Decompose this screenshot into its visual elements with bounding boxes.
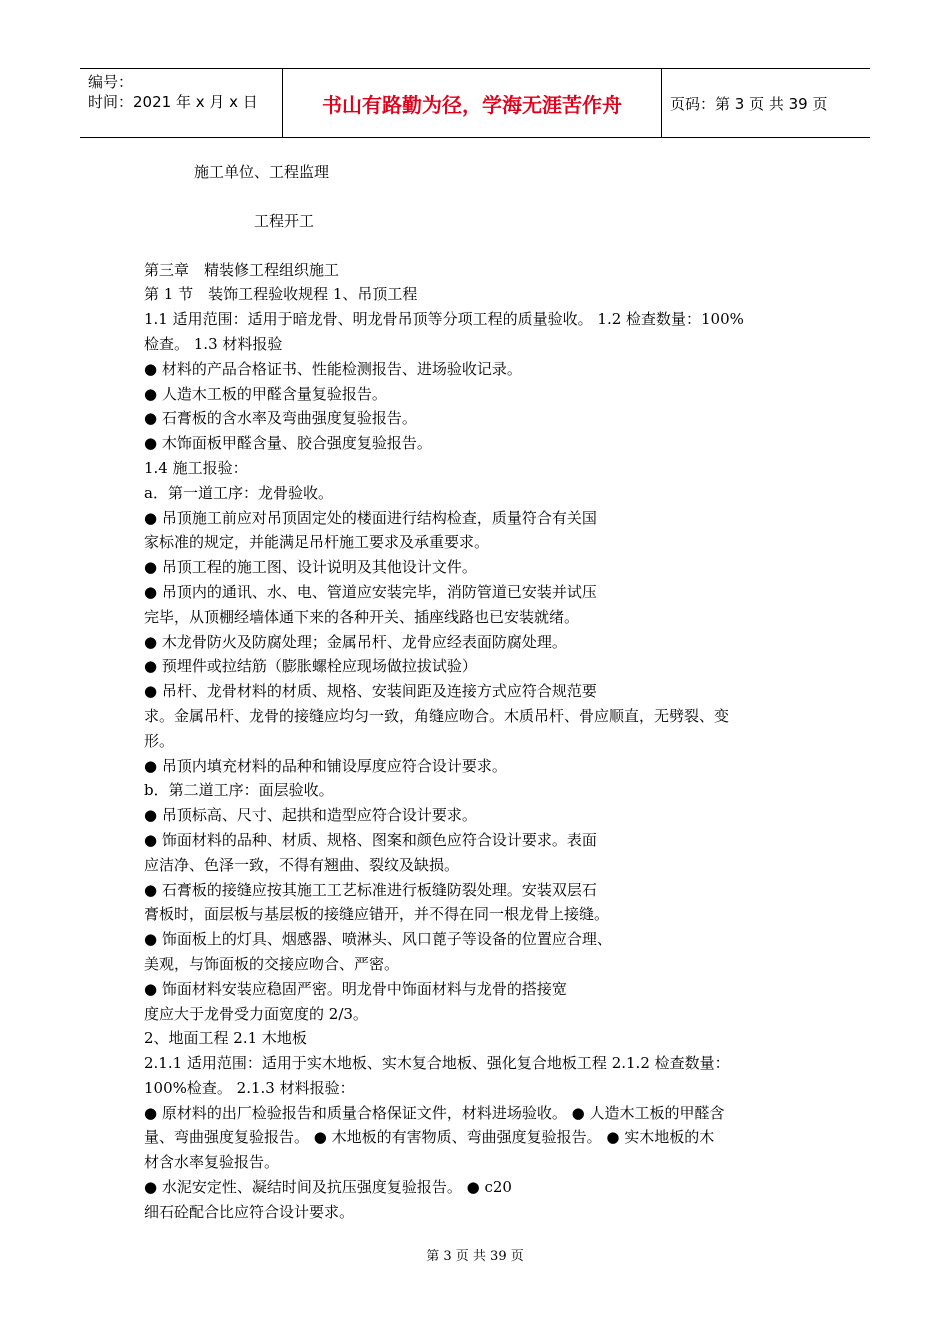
text-line: 完毕，从顶棚经墙体通下来的各种开关、插座线路也已安装就绪。 (144, 607, 580, 626)
text-line: 检查。 1.3 材料报验 (144, 334, 283, 353)
section-title: 第 1 节 装饰工程验收规程 1、吊顶工程 (144, 285, 418, 304)
text-line: 求。金属吊杆、龙骨的接缝应均匀一致，角缝应吻合。木质吊杆、骨应顺直，无劈裂、变 (144, 706, 730, 725)
chapter-title: 第三章 精装修工程组织施工 (144, 260, 340, 279)
text-line: ● 吊顶施工前应对吊顶固定处的楼面进行结构检查，质量符合有关国 (144, 508, 597, 527)
text-line: ● 饰面材料安装应稳固严密。明龙骨中饰面材料与龙骨的搭接宽 (144, 979, 567, 998)
text-line: 1.4 施工报验： (144, 458, 248, 477)
text-line: b．第二道工序：面层验收。 (144, 781, 334, 800)
document-body (144, 160, 804, 1225)
date-label: 时间：2021 年 x 月 x 日 (88, 93, 258, 111)
text-line: ● 吊顶工程的施工图、设计说明及其他设计文件。 (144, 558, 477, 577)
text-line: 1.1 适用范围：适用于暗龙骨、明龙骨吊顶等分项工程的质量验收。 1.2 检查数量：100% (144, 310, 744, 329)
text-line: ● 原材料的出厂检验报告和质量合格保证文件，材料进场验收。 ● 人造木工板的甲醛含 (144, 1103, 725, 1122)
text-line: 2、地面工程 2.1 木地板 (144, 1029, 307, 1048)
text-line: a．第一道工序：龙骨验收。 (144, 483, 333, 502)
header-meta (80, 69, 282, 137)
text-line: ● 石膏板的含水率及弯曲强度复验报告。 (144, 409, 417, 428)
text-line: ● 水泥安定性、凝结时间及抗压强度复验报告。 ● c20 (144, 1178, 512, 1197)
text-line: ● 木饰面板甲醛含量、胶合强度复验报告。 (144, 434, 432, 453)
text-line: 工程开工 (254, 211, 315, 230)
text-line: ● 预埋件或拉结筋（膨胀螺栓应现场做拉拔试验） (144, 657, 477, 676)
text-line: ● 木龙骨防火及防腐处理；金属吊杆、龙骨应经表面防腐处理。 (144, 632, 567, 651)
text-line: 细石砼配合比应符合设计要求。 (144, 1202, 355, 1221)
text-line: 家标准的规定，并能满足吊杆施工要求及承重要求。 (144, 533, 490, 552)
text-line: 施工单位、工程监理 (194, 163, 330, 181)
text-line: ● 饰面材料的品种、材质、规格、图案和颜色应符合设计要求。表面 (144, 830, 597, 849)
header-page-info: 页码：第 3 页 共 39 页 (670, 94, 828, 113)
text-line: 度应大于龙骨受力面宽度的 2/3。 (144, 1004, 368, 1023)
text-line: 材含水率复验报告。 (144, 1153, 280, 1172)
text-line: ● 吊顶内的通讯、水、电、管道应安装完毕，消防管道已安装并试压 (144, 582, 597, 601)
text-line: 美观，与饰面板的交接应吻合、严密。 (144, 954, 400, 973)
text-line: ● 吊顶标高、尺寸、起拱和造型应符合设计要求。 (144, 806, 477, 825)
text-line: ● 吊杆、龙骨材料的材质、规格、安装间距及连接方式应符合规范要 (144, 682, 597, 701)
text-line: 应洁净、色泽一致，不得有翘曲、裂纹及缺损。 (144, 855, 460, 874)
text-line: ● 人造木工板的甲醛含量复验报告。 (144, 384, 387, 403)
document-header (80, 68, 870, 138)
text-line: ● 吊顶内填充材料的品种和铺设厚度应符合设计要求。 (144, 756, 507, 775)
text-line: 形。 (144, 731, 175, 750)
text-line: ● 材料的产品合格证书、性能检测报告、进场验收记录。 (144, 359, 522, 378)
text-line: 膏板时，面层板与基层板的接缝应错开，并不得在同一根龙骨上接缝。 (144, 905, 610, 924)
number-label: 编号： (88, 73, 134, 91)
text-line: 量、弯曲强度复验报告。 ● 木地板的有害物质、弯曲强度复验报告。 ● 实木地板的木 (144, 1128, 715, 1147)
page-footer: 第 3 页 共 39 页 (426, 1249, 524, 1264)
text-line: 100%检查。 2.1.3 材料报验： (144, 1078, 355, 1097)
header-motto: 书山有路勤为径，学海无涯苦作舟 (282, 69, 662, 137)
text-line: ● 石膏板的接缝应按其施工工艺标准进行板缝防裂处理。安装双层石 (144, 880, 597, 899)
text-line: 2.1.1 适用范围：适用于实木地板、实木复合地板、强化复合地板工程 2.1.2 检查数量： (144, 1054, 730, 1073)
text-line: ● 饰面板上的灯具、烟感器、喷淋头、风口蓖子等设备的位置应合理、 (144, 930, 612, 949)
